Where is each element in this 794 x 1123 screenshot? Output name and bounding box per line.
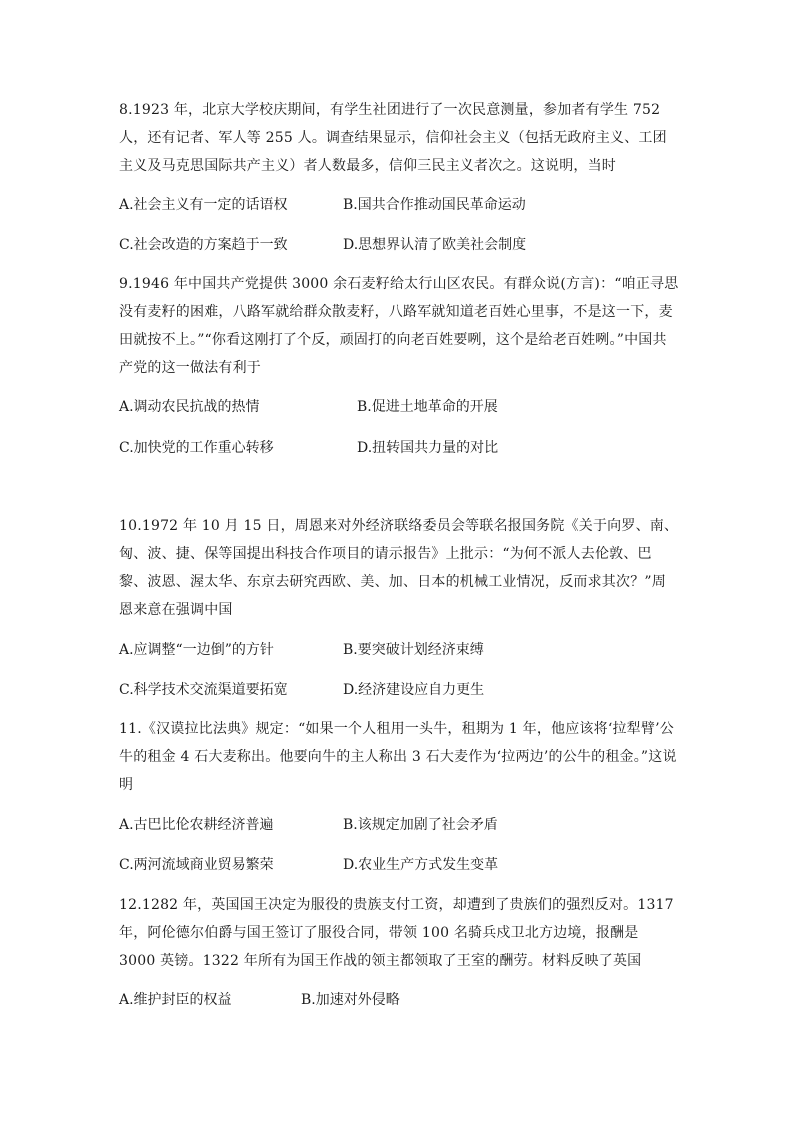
question-11-option-c[interactable]: C.两河流域商业贸易繁荣	[119, 857, 274, 873]
question-9-option-c[interactable]: C.加快党的工作重心转移	[119, 440, 274, 456]
question-8-option-a[interactable]: A.社会主义有一定的话语权	[119, 197, 288, 213]
question-12-option-b[interactable]: B.加速对外侵略	[301, 992, 400, 1008]
question-11-option-b[interactable]: B.该规定加剧了社会矛盾	[343, 817, 498, 833]
question-8-option-d[interactable]: D.思想界认清了欧美社会制度	[343, 237, 527, 253]
question-8-stem: 8.1923 年，北京大学校庆期间，有学生社团进行了一次民意测量，参加者有学生 752 人，还有记者、军人等 255 人。调查结果显示，信仰社会主义（包括无政府主义、工团主义及马克思国际共产主义）者人数最多，信仰三民主义者次之。这说明，当时	[119, 102, 667, 174]
question-8-option-c[interactable]: C.社会改造的方案趋于一致	[119, 237, 288, 253]
question-9-option-a[interactable]: A.调动农民抗战的热情	[119, 399, 260, 415]
question-10-option-c[interactable]: C.科学技术交流渠道要拓宽	[119, 682, 288, 698]
question-12-stem: 12.1282 年，英国国王决定为服役的贵族支付工资，却遭到了贵族们的强烈反对。1317 年，阿伦德尔伯爵与国王签订了服役合同，带领 100 名骑兵戍卫北方边境，报酬是 3000 英镑。1322 年所有为国王作战的领主都领取了王室的酬劳。材料反映了英国	[119, 897, 674, 969]
question-8-option-b[interactable]: B.国共合作推动国民革命运动	[343, 197, 526, 213]
question-11-option-a[interactable]: A.古巴比伦农耕经济普遍	[119, 817, 274, 833]
question-10-option-b[interactable]: B.要突破计划经济束缚	[343, 642, 484, 658]
question-9-stem: 9.1946 年中国共产党提供 3000 余石麦籽给太行山区农民。有群众说(方言)：“咱正寻思没有麦籽的困难，八路军就给群众散麦籽，八路军就知道老百姓心里事，不是这一下，麦田就按不上。”“你看这刚打了个反，顽固打的向老百姓要咧，这个是给老百姓咧。”中国共产党的这一做法有利于	[119, 276, 679, 376]
question-9-option-b[interactable]: B.促进土地革命的开展	[357, 399, 498, 415]
question-12-option-a[interactable]: A.维护封臣的权益	[119, 992, 232, 1008]
question-10-option-d[interactable]: D.经济建设应自力更生	[343, 682, 485, 698]
question-11-stem: 11.《汉谟拉比法典》规定：“如果一个人租用一头牛，租期为 1 年，他应该将‘拉犁臂’公牛的租金 4 石大麦称出。他要向牛的主人称出 3 石大麦作为‘拉两边’的公牛的租金。”这说明	[119, 721, 677, 793]
question-9-option-d[interactable]: D.扭转国共力量的对比	[357, 440, 499, 456]
question-10-stem: 10.1972 年 10 月 15 日，周恩来对外经济联络委员会等联名报国务院《关于向罗、南、匈、波、捷、保等国提出科技合作项目的请示报告》上批示：“为何不派人去伦敦、巴黎、波恩、渥太华、东京去研究西欧、美、加、日本的机械工业情况，反而求其次？”周恩来意在强调中国	[119, 518, 679, 618]
question-10-option-a[interactable]: A.应调整“一边倒”的方针	[119, 642, 274, 658]
question-11-option-d[interactable]: D.农业生产方式发生变革	[343, 857, 499, 873]
